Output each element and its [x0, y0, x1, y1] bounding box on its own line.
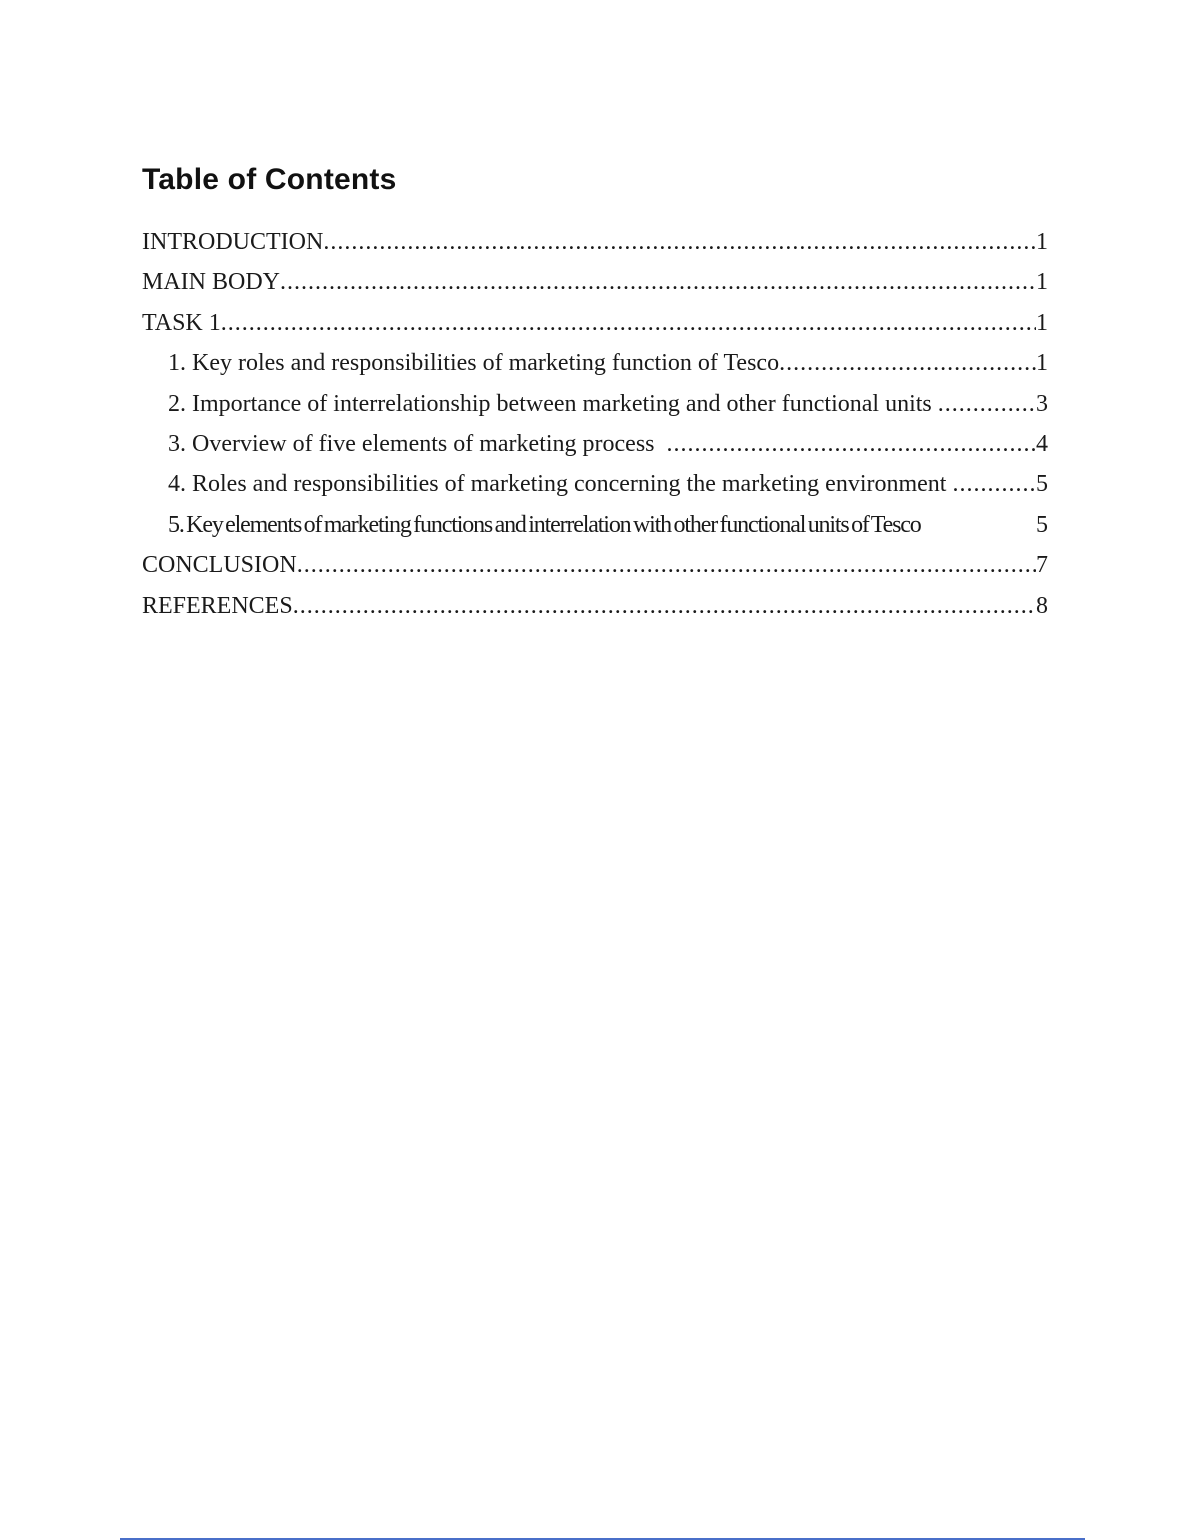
dot-leader [667, 424, 1036, 464]
toc-page-number: 8 [1036, 592, 1048, 619]
toc-page-number: 1 [1036, 269, 1048, 296]
toc-entry-overview-five-elements[interactable] [142, 424, 1048, 464]
toc-entry-main-body[interactable] [142, 262, 1048, 302]
toc-entry-importance-interrelationship[interactable] [142, 384, 1048, 424]
toc-entry-introduction[interactable] [142, 222, 1048, 262]
toc-entry-label: 4. Roles and responsibilities of marketing concerning the marketing environment [168, 471, 953, 498]
toc-page-number: 3 [1036, 390, 1048, 417]
dot-leader [293, 586, 1036, 626]
toc-entry-label: 1. Key roles and responsibilities of marketing function of Tesco [168, 350, 780, 377]
page-title: Table of Contents [142, 163, 397, 196]
toc-entry-references[interactable] [142, 586, 1048, 626]
toc-entry-label: 3. Overview of five elements of marketing process [168, 430, 667, 457]
toc-page-number: 1 [1036, 309, 1048, 336]
toc-entry-conclusion[interactable] [142, 545, 1048, 585]
toc-page-number: 1 [1036, 229, 1048, 255]
dot-leader [221, 303, 1036, 343]
toc-section [142, 0, 1048, 626]
toc-entry-label: REFERENCES [142, 592, 293, 619]
toc-entry-roles-marketing-environment[interactable] [142, 464, 1048, 504]
toc-page-number: 1 [1036, 350, 1048, 377]
toc-entry-label: CONCLUSION [142, 552, 297, 579]
toc-page-number: 4 [1036, 430, 1048, 457]
toc-page-number: 5 [1036, 511, 1048, 538]
toc-page-number: 5 [1036, 471, 1048, 498]
dot-leader [938, 384, 1036, 424]
dot-leader [323, 222, 1036, 262]
dot-leader [779, 343, 1036, 383]
toc-entry-label: 5. Key elements of marketing functions and interrelation with other functional units of Tesco [168, 511, 921, 538]
toc-entry-key-roles[interactable] [142, 343, 1048, 383]
toc-entry-key-elements[interactable] [142, 505, 1048, 545]
toc-entry-label: TASK 1 [142, 309, 221, 336]
toc-entry-label: MAIN BODY [142, 269, 280, 296]
toc-entry-label: 2. Importance of interrelationship between marketing and other functional units [168, 390, 938, 417]
toc-entry-task-1[interactable] [142, 303, 1048, 343]
toc-entry-label: INTRODUCTION [142, 229, 324, 255]
dot-leader [297, 545, 1036, 585]
toc-list [142, 222, 1048, 626]
dot-leader [280, 262, 1036, 302]
dot-leader [952, 464, 1036, 504]
toc-page-number: 7 [1036, 552, 1048, 579]
